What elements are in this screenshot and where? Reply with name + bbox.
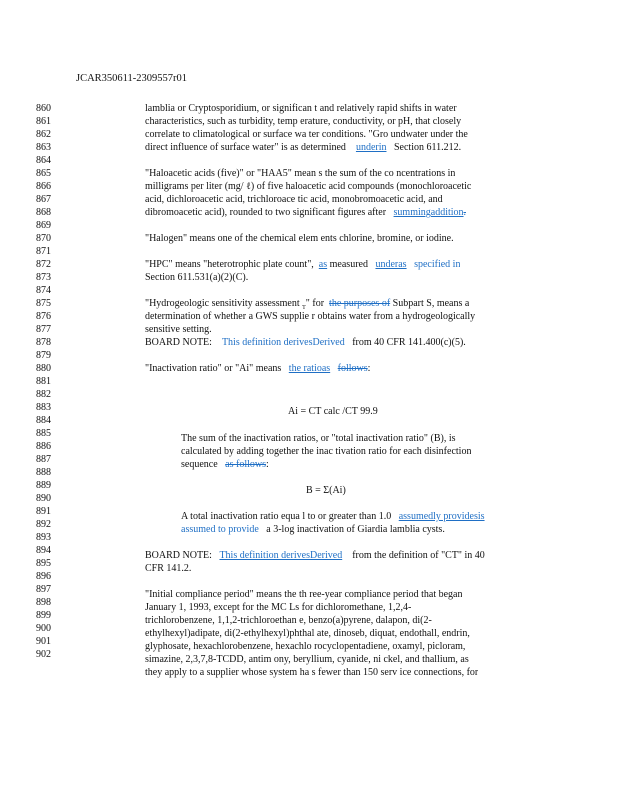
text-line-868 xyxy=(145,206,466,219)
line-number: 876 xyxy=(36,311,51,322)
inserted-text: underin xyxy=(355,142,387,153)
line-number: 899 xyxy=(36,610,51,621)
line-number: 863 xyxy=(36,142,51,153)
line-number: 895 xyxy=(36,558,51,569)
text-line-890 xyxy=(181,510,485,523)
line-number: 883 xyxy=(36,402,51,413)
line-number: 870 xyxy=(36,233,51,244)
text-line-891 xyxy=(181,523,445,536)
line-number: 861 xyxy=(36,116,51,127)
line-number: 864 xyxy=(36,155,51,166)
text-run: "Inactivation ratio" or "Ai" means xyxy=(145,363,282,374)
text-line-880 xyxy=(145,362,370,375)
text-line-863 xyxy=(145,141,461,154)
text-line-867: acid, dichloroacetic acid, trichloroace tic acid, monobromoacetic acid, and xyxy=(145,194,443,205)
deleted-text: the purposes of xyxy=(329,298,391,309)
text-line-893 xyxy=(145,549,485,562)
text-run: sequence xyxy=(181,459,218,470)
line-number: 879 xyxy=(36,350,51,361)
text-line-896: "Initial compliance period" means the th ree-year compliance period that began xyxy=(145,589,463,600)
inserted-text: summingaddition xyxy=(393,207,464,218)
text-run: dibromoacetic acid), rounded to two significant figures after xyxy=(145,207,387,218)
line-number: 893 xyxy=(36,532,51,543)
line-number: 873 xyxy=(36,272,51,283)
line-number: 865 xyxy=(36,168,51,179)
inserted-text: assumed to provide xyxy=(181,524,259,535)
line-number: 890 xyxy=(36,493,51,504)
inserted-text: This definition derivesDerived xyxy=(221,337,345,348)
text-line-899: ethylhexyl)adipate, di(2-ethylhexyl)phthal ate, dinoseb, diquat, endothall, endrin, xyxy=(145,628,470,639)
line-number: 889 xyxy=(36,480,51,491)
text-line-901: simazine, 2,3,7,8-TCDD, antim ony, beryllium, cyanide, ni ckel, and thallium, as xyxy=(145,654,469,665)
text-line-876: determination of whether a GWS supplie r obtains water from a hydrogeologically xyxy=(145,311,476,322)
text-line-877: sensitive setting. xyxy=(145,324,212,335)
text-run: Section 611.212. xyxy=(393,142,462,153)
document-id-header: JCAR350611-2309557r01 xyxy=(76,73,188,84)
text-line-873: Section 611.531(a)(2)(C). xyxy=(145,272,249,283)
text-run: Subpart S, means a xyxy=(392,298,470,309)
line-number: 891 xyxy=(36,506,51,517)
line-number: 868 xyxy=(36,207,51,218)
inserted-text: underas xyxy=(375,259,407,270)
line-number: 882 xyxy=(36,389,51,400)
text-line-878 xyxy=(145,336,466,349)
text-line-861: characteristics, such as turbidity, temp erature, conductivity, or pH, that closely xyxy=(145,116,462,127)
line-number: 860 xyxy=(36,103,51,114)
text-run: direct influence of surface water" is as determined xyxy=(145,142,346,153)
text-run: a 3-log inactivation of Giardia lamblia cysts. xyxy=(266,524,445,535)
deleted-text: follows xyxy=(337,363,368,374)
text-line-885: calculated by adding together the inac tivation ratio for each disinfection xyxy=(181,446,472,457)
text-line-884: The sum of the inactivation ratios, or "total inactivation ratio" (B), is xyxy=(181,433,456,444)
text-line-865: "Haloacetic acids (five)" or "HAA5" mean s the sum of the co ncentrations in xyxy=(145,168,456,179)
line-number: 874 xyxy=(36,285,51,296)
line-number: 900 xyxy=(36,623,51,634)
text-line-862: correlate to climatological or surface wa ter conditions. "Gro undwater under the xyxy=(145,129,468,140)
line-number: 880 xyxy=(36,363,51,374)
line-number: 901 xyxy=(36,636,51,647)
inserted-text: specified in xyxy=(414,259,461,270)
text-run: measured xyxy=(329,259,368,270)
line-number: 871 xyxy=(36,246,51,257)
text-run: "HPC" means "heterotrophic plate count", xyxy=(145,259,314,270)
text-run: " for xyxy=(305,298,325,309)
line-number: 885 xyxy=(36,428,51,439)
line-number: 862 xyxy=(36,129,51,140)
line-number: 902 xyxy=(36,649,51,660)
text-run: : xyxy=(367,363,371,374)
formula-b: B = Σ(Ai) xyxy=(306,485,346,496)
text-run: from 40 CFR 141.400(c)(5). xyxy=(352,337,466,348)
line-number: 894 xyxy=(36,545,51,556)
line-number: 869 xyxy=(36,220,51,231)
deleted-text: as follows xyxy=(225,459,266,470)
text-run: : xyxy=(266,459,269,470)
line-number: 897 xyxy=(36,584,51,595)
text-line-900: glyphosate, hexachlorobenzene, hexachlo rocyclopentadiene, oxamyl, picloram, xyxy=(145,641,466,652)
inserted-text: as xyxy=(318,259,328,270)
inserted-text: This definition derivesDerived xyxy=(219,550,343,561)
text-line-898: trichlorobenzene, 1,1,2-trichloroethan e, benzo(a)pyrene, dalapon, di(2- xyxy=(145,615,432,626)
text-line-866: milligrams per liter (mg/ ℓ) of five haloacetic acid compounds (monochloroacetic xyxy=(145,181,472,192)
text-line-897: January 1, 1993, except for the MC Ls for dichloromethane, 1,2,4- xyxy=(145,602,412,613)
line-number: 877 xyxy=(36,324,51,335)
text-line-860: lamblia or Cryptosporidium, or significan t and relatively rapid shifts in water xyxy=(145,103,457,114)
deleted-text: . xyxy=(463,207,467,218)
line-number: 878 xyxy=(36,337,51,348)
line-number: 866 xyxy=(36,181,51,192)
line-number: 884 xyxy=(36,415,51,426)
line-number: 872 xyxy=(36,259,51,270)
text-line-902: they apply to a supplier whose system ha s fewer than 150 serv ice connections, for xyxy=(145,667,479,678)
line-number: 888 xyxy=(36,467,51,478)
text-line-875: "Hydrogeologic sensitivity assessment $_T$" for the purposes of Subpart S, means a xyxy=(145,298,470,311)
line-number: 887 xyxy=(36,454,51,465)
text-line-870: "Halogen" means one of the chemical elem ents chlorine, bromine, or iodine. xyxy=(145,233,454,244)
line-number: 881 xyxy=(36,376,51,387)
line-number: 886 xyxy=(36,441,51,452)
text-run: from the definition of "CT" in 40 xyxy=(352,550,485,561)
text-run: A total inactivation ratio equa l to or greater than 1.0 xyxy=(181,511,392,522)
inserted-text: assumedly providesis xyxy=(398,511,485,522)
line-number: 875 xyxy=(36,298,51,309)
formula-ai: Ai = CT calc /CT 99.9 xyxy=(288,406,378,417)
line-number: 896 xyxy=(36,571,51,582)
line-number: 867 xyxy=(36,194,51,205)
inserted-text: the ratioas xyxy=(288,363,331,374)
text-line-886 xyxy=(181,458,269,471)
text-line-872 xyxy=(145,258,460,271)
text-run: BOARD NOTE: xyxy=(145,337,212,348)
line-number: 898 xyxy=(36,597,51,608)
text-line-894: CFR 141.2. xyxy=(145,563,192,574)
line-number: 892 xyxy=(36,519,51,530)
text-run: BOARD NOTE: xyxy=(145,550,212,561)
text-run: "Hydrogeologic sensitivity assessment xyxy=(145,298,303,309)
